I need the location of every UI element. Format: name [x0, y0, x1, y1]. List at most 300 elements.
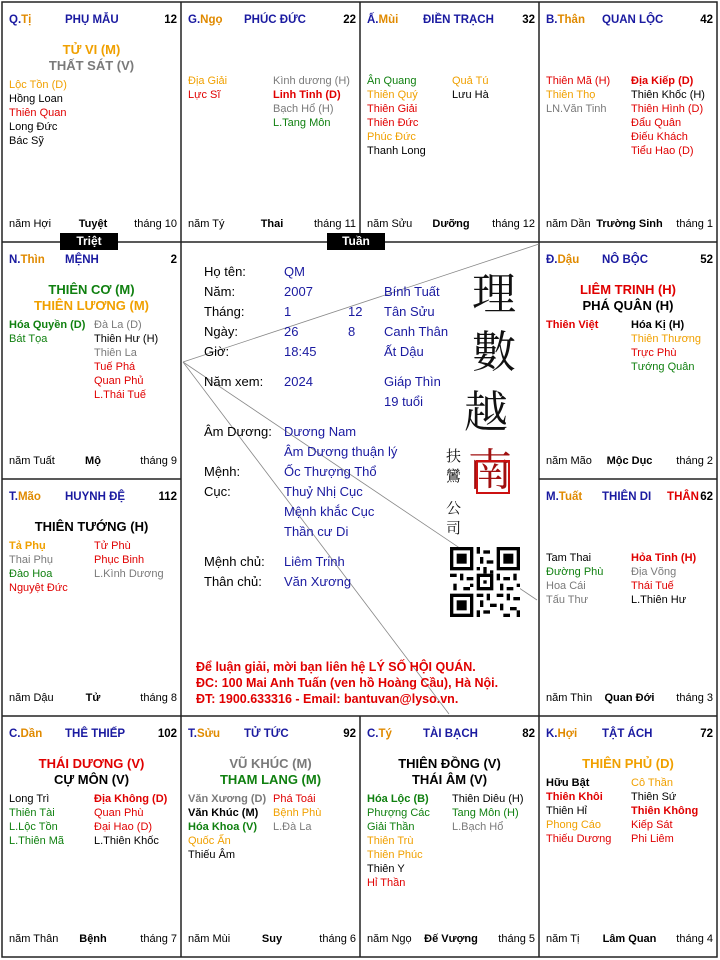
stem-label: M.	[546, 491, 559, 503]
view-year-label: Năm xem:	[204, 374, 264, 389]
thanchu-value: Văn Xương	[284, 574, 352, 589]
main-stars	[181, 756, 360, 788]
palace-header	[9, 491, 177, 507]
minor-stars-right	[631, 318, 701, 374]
branch-label: Mão	[17, 491, 41, 503]
minor-star: Thiên Tài	[9, 807, 55, 819]
minor-star: Hóa Khoa (V)	[188, 821, 258, 833]
contact-phone-email[interactable]: ĐT: 1900.633316 - Email: bantuvan@lyso.vn.	[196, 692, 459, 706]
palace-footer	[9, 692, 177, 706]
minor-star: Phong Cáo	[546, 819, 602, 831]
branch-label: Thìn	[20, 254, 45, 266]
age-number: 72	[700, 728, 713, 740]
minor-stars-right	[452, 74, 489, 102]
day-lunar: 8	[348, 324, 356, 339]
calligraphy-char-4: 南	[468, 445, 512, 496]
branch-label: Dậu	[557, 254, 580, 266]
minor-star: Đẩu Quân	[631, 117, 682, 129]
main-star: THÁI DƯƠNG (V)	[38, 756, 145, 771]
life-stage: Bệnh	[79, 933, 107, 945]
minor-star: Thiên Khốc (H)	[631, 89, 705, 101]
main-star: THIÊN PHỦ (D)	[582, 756, 674, 771]
palace-footer	[188, 218, 356, 232]
main-star: CỰ MÔN (V)	[53, 772, 130, 787]
palace-footer	[188, 933, 356, 947]
palace-header	[367, 728, 535, 744]
hour-label: Giờ:	[204, 344, 230, 359]
minor-star: Đại Hao (D)	[94, 821, 153, 833]
minor-star: Phúc Đức	[367, 131, 416, 143]
minor-stars-left	[546, 551, 603, 607]
minor-star: Đường Phù	[546, 566, 604, 578]
minor-star: Thiên Trù	[367, 835, 414, 847]
palace-name: HUYNH ĐỆ	[65, 491, 126, 503]
main-star: LIÊM TRINH (H)	[579, 282, 677, 297]
main-star: THẤT SÁT (V)	[48, 58, 135, 73]
minor-star: Thanh Long	[367, 145, 426, 157]
palace-footer	[9, 455, 177, 469]
minor-star: Giải Thần	[367, 821, 415, 833]
minor-star: Ân Quang	[367, 75, 417, 87]
minor-star: Cô Thần	[631, 777, 673, 789]
age-number: 22	[343, 14, 356, 26]
main-star: THIÊN LƯƠNG (M)	[33, 298, 150, 313]
minor-star: Thiên Phúc	[367, 849, 423, 861]
palace-name: PHÚC ĐỨC	[244, 14, 306, 26]
minor-star: Thiên Đức	[367, 117, 419, 129]
life-stage: Quan Đới	[604, 692, 655, 704]
palace-mui[interactable]	[360, 2, 539, 242]
age-value: 19 tuổi	[384, 394, 424, 409]
qr-code-icon[interactable]	[450, 547, 520, 617]
minor-stars-right	[94, 318, 158, 402]
main-star: THIÊN CƠ (M)	[48, 282, 135, 297]
minor-star: Thiếu Âm	[188, 849, 236, 861]
minor-star: Hoa Cái	[546, 580, 586, 592]
palace-name: TÀI BẠCH	[423, 728, 478, 740]
palace-header	[546, 254, 713, 270]
minor-star: Đà La (D)	[94, 319, 142, 331]
branch-label: Tị	[21, 14, 32, 26]
main-star: THIÊN TƯỚNG (H)	[34, 519, 149, 534]
month-lunar: 12	[348, 304, 363, 319]
year-value: 2007	[284, 284, 313, 299]
minor-stars-left	[9, 539, 68, 595]
minor-star: Đào Hoa	[9, 568, 53, 580]
triet-marker: Triệt	[60, 233, 118, 250]
minor-star: Hóa Lộc (B)	[367, 793, 429, 805]
minor-star: L.Thiên Hư	[631, 594, 687, 606]
minor-star: Nguyệt Đức	[9, 582, 68, 594]
minor-star: L.Kình Dương	[94, 568, 164, 580]
calligraphy-char-1: 理	[472, 269, 516, 320]
minor-star: Long Đức	[9, 121, 58, 133]
minor-star: L.Tang Môn	[273, 117, 331, 129]
calligraphy-side-2: 鸞	[446, 467, 462, 485]
age-number: 42	[700, 14, 713, 26]
palace-tuat[interactable]	[539, 479, 717, 716]
palace-mao[interactable]	[2, 479, 181, 716]
day-canchi: Canh Thân	[384, 324, 449, 339]
main-stars	[2, 42, 181, 74]
calligraphy-char-2: 數	[472, 327, 516, 378]
stem-label: Q.	[9, 14, 22, 26]
minor-star: Địa Giải	[188, 75, 228, 87]
hour-canchi: Ất Dậu	[384, 344, 424, 359]
than-position: Thần cư Di	[284, 524, 349, 539]
minor-star: Phá Toái	[273, 793, 316, 805]
year-label: năm Hợi	[9, 218, 52, 230]
minor-stars-right	[94, 539, 164, 581]
day-label: Ngày:	[204, 324, 238, 339]
thanchu-label: Thân chủ:	[204, 574, 262, 589]
year-label: năm Mão	[546, 455, 592, 467]
minor-star: Thiên Diêu (H)	[452, 793, 524, 805]
main-star: THÁI ÂM (V)	[411, 772, 488, 787]
stem-label: K.	[546, 728, 558, 740]
life-stage: Mộc Dục	[606, 455, 653, 467]
amduong-value: Dương Nam	[284, 424, 357, 439]
minor-star: L.Đà La	[273, 821, 312, 833]
life-stage: Lâm Quan	[602, 933, 657, 945]
palace-hoi[interactable]	[539, 716, 717, 957]
palace-name: TẬT ÁCH	[602, 728, 653, 740]
year-label: năm Sửu	[367, 218, 413, 230]
minor-star: Bệnh Phù	[273, 807, 322, 819]
year-label: năm Thân	[9, 933, 59, 945]
minor-star: Thiên Y	[367, 863, 405, 875]
minor-star: Linh Tinh (D)	[273, 89, 341, 101]
life-stage: Mộ	[85, 455, 101, 467]
minor-star: Bạch Hổ (H)	[273, 103, 334, 115]
life-stage: Tử	[85, 692, 101, 704]
minor-star: Tử Phù	[94, 540, 131, 552]
palace-header	[546, 491, 713, 507]
minor-star: Hữu Bật	[546, 777, 590, 789]
cuc-value: Thuỷ Nhị Cục	[284, 484, 363, 499]
palace-header	[188, 14, 356, 30]
minor-star: Hồng Loan	[9, 93, 63, 105]
month-label: tháng 2	[676, 455, 713, 467]
month-label: tháng 4	[676, 933, 713, 945]
month-label: tháng 8	[140, 692, 177, 704]
view-year-value: 2024	[284, 374, 313, 389]
minor-star: Tiểu Hao (D)	[631, 145, 694, 157]
month-label: tháng 12	[492, 218, 535, 230]
stem-label: T.	[9, 491, 18, 503]
minor-star: L.Lộc Tồn	[9, 821, 58, 833]
menhchu-value: Liêm Trinh	[284, 554, 345, 569]
year-label: năm Tý	[188, 218, 225, 230]
minor-star: Tấu Thư	[546, 594, 589, 606]
minor-star: Văn Khúc (M)	[188, 807, 259, 819]
minor-star: Trực Phù	[631, 347, 677, 359]
month-label: tháng 11	[313, 218, 356, 230]
month-label: tháng 5	[498, 933, 535, 945]
life-stage: Dưỡng	[432, 218, 470, 230]
age-number: 102	[157, 728, 177, 740]
minor-stars-left	[9, 318, 85, 346]
minor-star: L.Thái Tuế	[94, 389, 146, 401]
main-stars	[360, 756, 539, 788]
tuan-marker: Tuần	[327, 233, 385, 250]
minor-star: Thiên Giải	[367, 103, 418, 115]
main-star: TỬ VI (M)	[62, 42, 121, 57]
minor-stars-left	[546, 318, 598, 332]
minor-star: Điếu Khách	[631, 131, 688, 143]
age-number: 2	[170, 254, 177, 266]
palace-name: MỆNH	[65, 254, 99, 266]
minor-star: Lực Sĩ	[188, 89, 221, 101]
stem-label: T.	[188, 728, 197, 740]
palace-header	[367, 14, 535, 30]
minor-star: Kiếp Sát	[631, 819, 673, 831]
month-label: tháng 9	[140, 455, 177, 467]
year-label: năm Ngọ	[367, 933, 412, 945]
minor-star: Phục Binh	[94, 554, 145, 566]
minor-star: Quan Phủ	[94, 375, 144, 387]
life-stage: Trường Sinh	[596, 218, 663, 230]
minor-star: L.Bạch Hổ	[452, 821, 504, 833]
contact-line-1: Để luận giải, mời bạn liên hệ LÝ SỐ HỘI QUÁN.	[196, 660, 476, 674]
minor-star: Thiên Quan	[9, 107, 67, 119]
year-label: năm Tị	[546, 933, 580, 945]
palace-header	[546, 14, 713, 30]
minor-star: Hóa Kị (H)	[631, 319, 685, 331]
branch-label: Thân	[557, 14, 585, 26]
branch-label: Tý	[378, 728, 392, 740]
minor-star: Địa Kiếp (D)	[631, 75, 694, 87]
year-label: năm Mùi	[188, 933, 231, 945]
minor-star: Thiên Khôi	[546, 791, 603, 803]
minor-stars-left	[367, 74, 426, 158]
palace-name: NÔ BỘC	[602, 254, 648, 266]
minor-star: Thiên Thọ	[546, 89, 596, 101]
name-label: Họ tên:	[204, 264, 246, 279]
age-number: 12	[164, 14, 177, 26]
age-number: 92	[343, 728, 356, 740]
age-number: 32	[522, 14, 535, 26]
minor-star: Văn Xương (D)	[188, 793, 267, 805]
year-canchi: Bính Tuất	[384, 284, 440, 299]
minor-stars-left	[546, 74, 610, 116]
minor-star: Phượng Các	[367, 807, 430, 819]
palace-header	[546, 728, 713, 744]
month-label: tháng 6	[319, 933, 356, 945]
minor-stars-left	[188, 792, 266, 862]
minor-stars-left	[367, 792, 430, 890]
palace-ti[interactable]	[2, 2, 181, 242]
minor-star: L.Thiên Mã	[9, 835, 65, 847]
contact-address: ĐC: 100 Mai Anh Tuấn (ven hồ Hoàng Cầu), Hà Nội.	[196, 676, 499, 690]
age-number: 52	[700, 254, 713, 266]
minor-star: Quan Phù	[94, 807, 144, 819]
stem-label: Ấ.	[367, 14, 379, 26]
minor-stars-right	[631, 776, 698, 846]
month-canchi: Tân Sửu	[384, 304, 435, 319]
minor-stars-right	[452, 792, 524, 834]
cuc-relation: Mệnh khắc Cục	[284, 504, 375, 519]
palace-footer	[546, 933, 713, 947]
palace-name: QUAN LỘC	[602, 14, 664, 26]
birth-info-panel	[182, 242, 538, 716]
main-star: THIÊN ĐỒNG (V)	[398, 756, 501, 771]
minor-star: Quốc Ấn	[188, 835, 231, 847]
minor-star: Thiếu Dương	[546, 833, 612, 845]
stem-label: C.	[9, 728, 21, 740]
minor-star: Tang Môn (H)	[452, 807, 519, 819]
minor-star: Hỏa Tinh (H)	[631, 552, 697, 564]
minor-stars-right	[273, 74, 350, 130]
main-stars	[2, 282, 181, 314]
minor-star: Tả Phụ	[9, 540, 46, 552]
than-palace-label: THÂN	[667, 491, 699, 503]
minor-star: Thiên Sứ	[631, 791, 677, 803]
minor-star: Thiên Quý	[367, 89, 418, 101]
palace-name: THÊ THIẾP	[65, 728, 126, 740]
minor-star: Lưu Hà	[452, 89, 489, 101]
minor-star: Bát Tọa	[9, 333, 48, 345]
minor-star: Phi Liêm	[631, 833, 674, 845]
minor-star: LN.Văn Tinh	[546, 103, 607, 115]
calligraphy-char-3: 越	[464, 387, 508, 438]
stem-label: C.	[367, 728, 379, 740]
minor-star: Thiên Hình (D)	[631, 103, 704, 115]
calligraphy-side-1: 扶	[446, 447, 462, 465]
minor-stars-left	[188, 74, 227, 102]
main-stars	[539, 282, 717, 314]
minor-star: Địa Không (D)	[94, 793, 168, 805]
age-number: 82	[522, 728, 535, 740]
amduong-label: Âm Dương:	[204, 424, 272, 439]
month-label: tháng 1	[676, 218, 713, 230]
minor-stars-left	[9, 792, 64, 848]
palace-footer	[546, 692, 713, 706]
year-label: năm Tuất	[9, 455, 55, 467]
minor-stars-right	[94, 792, 167, 848]
palace-footer	[9, 218, 177, 232]
menhchu-label: Mệnh chủ:	[204, 554, 265, 569]
stem-label: B.	[546, 14, 558, 26]
palace-header	[9, 14, 177, 30]
palace-dau[interactable]	[539, 242, 717, 479]
month-solar: 1	[284, 304, 292, 319]
cuc-label: Cục:	[204, 484, 231, 499]
palace-name: THIÊN DI	[602, 491, 652, 503]
minor-star: Tướng Quân	[631, 361, 695, 373]
branch-label: Sửu	[196, 728, 220, 740]
minor-star: Thiên La	[94, 347, 137, 359]
minor-star: Quả Tú	[452, 75, 489, 87]
minor-stars-right	[631, 74, 705, 158]
branch-label: Dần	[20, 728, 43, 740]
palace-footer	[367, 218, 535, 232]
stem-label: G.	[188, 14, 201, 26]
main-stars	[2, 519, 181, 535]
amduong-relation: Âm Dương thuận lý	[284, 444, 398, 459]
year-label: Năm:	[204, 284, 236, 299]
palace-header	[9, 728, 177, 744]
minor-star: Thiên Hỉ	[546, 805, 587, 817]
life-stage: Đế Vượng	[424, 933, 478, 945]
main-star: THAM LANG (M)	[219, 772, 322, 787]
minor-star: Kình dương (H)	[273, 75, 350, 87]
minor-star: Tuế Phá	[94, 361, 136, 373]
branch-label: Hợi	[557, 728, 578, 740]
palace-footer	[9, 933, 177, 947]
palace-name: ĐIỀN TRẠCH	[423, 14, 494, 26]
palace-thin[interactable]	[2, 242, 181, 479]
minor-stars-right	[631, 551, 696, 607]
minor-star: Thái Tuế	[631, 580, 674, 592]
palace-dan[interactable]	[2, 716, 181, 957]
palace-header	[9, 254, 177, 270]
red-seal	[476, 460, 510, 494]
day-solar: 26	[284, 324, 299, 339]
life-stage: Tuyệt	[78, 218, 108, 230]
palace-than[interactable]	[539, 2, 717, 242]
stem-label: Đ.	[546, 254, 558, 266]
life-stage: Thai	[260, 218, 284, 230]
main-star: VŨ KHÚC (M)	[229, 756, 312, 771]
stem-label: N.	[9, 254, 21, 266]
age-number: 112	[158, 491, 177, 503]
minor-stars-left	[546, 776, 611, 846]
minor-stars-left	[9, 78, 67, 148]
view-year-canchi: Giáp Thìn	[384, 374, 441, 389]
minor-star: Thiên Không	[631, 805, 699, 817]
minor-star: Tam Thai	[546, 552, 592, 564]
branch-label: Mùi	[378, 14, 399, 26]
minor-star: Thiên Hư (H)	[94, 333, 159, 345]
minor-star: Hỉ Thần	[367, 877, 406, 889]
palace-ty[interactable]	[360, 716, 539, 957]
minor-star: Hóa Quyền (D)	[9, 319, 86, 331]
palace-suu[interactable]	[181, 716, 360, 957]
branch-label: Ngọ	[200, 14, 223, 26]
palace-name: TỬ TỨC	[244, 728, 289, 740]
calligraphy-side-3: 公	[446, 499, 462, 517]
year-label: năm Dậu	[9, 692, 54, 704]
palace-ngo[interactable]	[181, 2, 360, 242]
minor-star: Bác Sỹ	[9, 135, 44, 147]
minor-star: Thiên Thương	[631, 333, 702, 345]
age-number: 62	[700, 491, 713, 503]
month-label: Tháng:	[204, 304, 245, 319]
minor-stars-right	[273, 792, 321, 834]
month-label: tháng 10	[134, 218, 177, 230]
year-label: năm Thìn	[546, 692, 593, 704]
palace-footer	[546, 218, 713, 232]
minor-star: Long Trì	[9, 793, 50, 805]
palace-footer	[367, 933, 535, 947]
minor-star: Địa Võng	[631, 566, 677, 578]
name-value: QM	[284, 264, 305, 279]
year-label: năm Dần	[546, 218, 591, 230]
menh-value: Ốc Thượng Thổ	[284, 464, 377, 479]
palace-name: PHỤ MẪU	[65, 14, 119, 26]
minor-star: Lộc Tồn (D)	[9, 79, 67, 91]
minor-star: Thiên Việt	[546, 319, 599, 331]
calligraphy-side-4: 司	[446, 519, 462, 537]
main-stars	[539, 756, 717, 772]
minor-star: L.Thiên Khốc	[94, 835, 159, 847]
minor-star: Thai Phụ	[9, 554, 54, 566]
month-label: tháng 3	[676, 692, 713, 704]
hour-value: 18:45	[284, 344, 317, 359]
palace-header	[188, 728, 356, 744]
minor-star: Thiên Mã (H)	[546, 75, 611, 87]
